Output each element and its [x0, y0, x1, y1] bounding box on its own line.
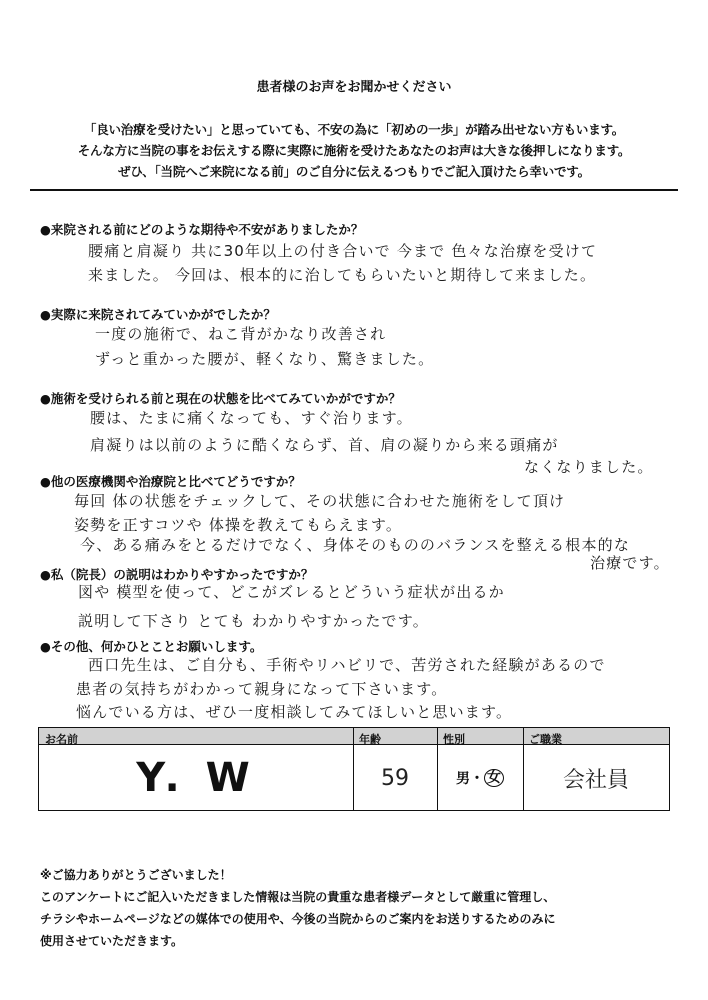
question-explanation: ●私（院長）の説明はわかりやすかったですか？ [40, 567, 314, 582]
answer-line: なくなりました。 [524, 458, 654, 476]
answer-line: 悩んでいる方は、ぜひ一度相談してみてほしいと思います。 [76, 703, 513, 721]
question-comparison: ●他の医療機関や治療院と比べてどうですか？ [40, 474, 301, 489]
intro-line-3: ぜひ、「当院へご来院になる前」のご自分に伝えるつもりでご記入頂けたら幸いです。 [118, 164, 590, 179]
age-cell [353, 746, 437, 810]
job-header: ご職業 [529, 733, 562, 746]
privacy-note-line-1: このアンケートにご記入いただきました情報は当院の貴重な患者様データとして厳重に管理し、 [40, 890, 556, 904]
answer-line: 肩凝りは以前のように酷くならず、首、肩の凝りから来る頭痛が [90, 436, 559, 454]
page-title: 患者様のお声をお聞かせください [256, 80, 452, 95]
job-cell [523, 746, 669, 810]
age-value: 59 [381, 765, 409, 791]
gender-header: 性別 [443, 733, 465, 746]
header-divider [30, 189, 678, 191]
answer-line: 図や 模型を使って、どこがズレるとどういう症状が出るか [78, 583, 505, 601]
question-other-comments: ●その他、何かひとことお願いします。 [40, 639, 263, 654]
table-header-row [39, 728, 669, 745]
question-first-visit: ●実際に来院されてみていかがでしたか？ [40, 307, 276, 322]
gender-female-option-circled: 女 [484, 769, 504, 787]
answer-line: 西口先生は、ご自分も、手術やリハビリで、苦労された経験があるので [88, 656, 606, 674]
privacy-note-line-3: 使用させていただきます。 [40, 934, 184, 948]
intro-line-2: そんな方に当院の事をお伝えする際に実際に施術を受けたあなたのお声は大きな後押しになります。 [77, 143, 631, 158]
name-header: お名前 [45, 733, 78, 746]
job-value: 会社員 [562, 767, 629, 793]
intro-line-1: 「良い治療を受けたい」と思っていても、不安の為に「初めの一歩」が踏み出せない方もいます。 [83, 122, 625, 137]
answer-line: 腰は、たまに痛くなっても、すぐ治ります。 [90, 409, 413, 427]
answer-line: 説明して下さり とても わかりやすかったです。 [78, 612, 429, 630]
respondent-info-table [38, 727, 670, 811]
privacy-note-line-2: チラシやホームページなどの媒体での使用や、今後の当院からのご案内をお送りするためのみに [40, 912, 556, 926]
age-header: 年齢 [359, 733, 381, 746]
answer-line: ずっと重かった腰が、軽くなり、驚きました。 [95, 350, 435, 368]
gender-separator: ・ [470, 771, 484, 787]
thank-you-note: ※ご協力ありがとうございました！ [40, 868, 232, 882]
gender-cell [437, 746, 523, 810]
answer-line: 治療です。 [590, 554, 670, 572]
answer-line: 毎回 体の状態をチェックして、その状態に合わせた施術をして頂け [74, 492, 566, 510]
name-value: Y. W [136, 755, 256, 801]
question-before-after: ●施術を受けられる前と現在の状態を比べてみていかがですか？ [40, 391, 401, 406]
answer-line: 一度の施術で、ねこ背がかなり改善され [95, 325, 387, 343]
name-cell [39, 746, 353, 810]
question-expectations: ●来院される前にどのような期待や不安がありましたか？ [40, 222, 364, 237]
gender-male-option: 男 [456, 771, 470, 787]
answer-line: 姿勢を正すコツや 体操を教えてもらえます。 [74, 516, 403, 534]
answer-line: 患者の気持ちがわかって親身になって下さいます。 [76, 680, 448, 698]
answer-line: 来ました。 今回は、根本的に治してもらいたいと期待して来ました。 [88, 266, 597, 284]
answer-line: 今、ある痛みをとるだけでなく、身体そのもののバランスを整える根本的な [80, 536, 631, 554]
answer-line: 腰痛と肩凝り 共に30年以上の付き合いで 今まで 色々な治療を受けて [88, 242, 598, 260]
